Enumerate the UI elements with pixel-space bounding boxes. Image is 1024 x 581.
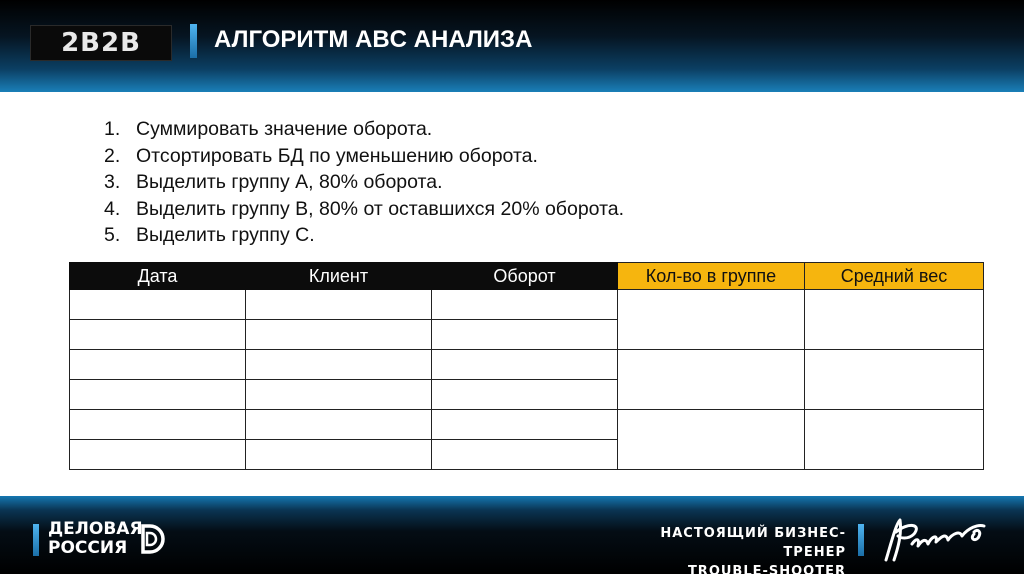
column-header-turnover: Оборот: [432, 263, 618, 290]
list-item: 1. Суммировать значение оборота.: [104, 118, 433, 140]
list-item: 3. Выделить группу А, 80% оборота.: [104, 171, 443, 193]
group-count-cell: [618, 410, 805, 470]
steps-list: [104, 116, 624, 249]
table-cell: [432, 410, 618, 440]
table-header-row: [70, 263, 984, 290]
table-cell: [432, 350, 618, 380]
table-cell: [246, 440, 432, 470]
header-accent-bar: [190, 24, 197, 58]
avg-weight-cell: [805, 350, 984, 410]
brand-d-icon: [140, 523, 166, 555]
table-cell: [70, 290, 246, 320]
column-header-group-count: Кол-во в группе: [618, 263, 805, 290]
tagline: НАСТОЯЩИЙ БИЗНЕС-ТРЕНЕР TROUBLE-SHOOTER: [660, 526, 846, 579]
abc-table: [69, 262, 984, 470]
table-cell: [246, 380, 432, 410]
list-item: 5. Выделить группу С.: [104, 224, 315, 246]
table-cell: [432, 290, 618, 320]
table-row: [70, 350, 984, 380]
table-cell: [70, 380, 246, 410]
column-header-client: Клиент: [246, 263, 432, 290]
brand-delovaya-rossiya: ДЕЛОВАЯ РОССИЯ: [48, 519, 143, 558]
group-count-cell: [618, 290, 805, 350]
footer-accent-bar-right: [858, 524, 864, 556]
table-cell: [70, 440, 246, 470]
avg-weight-cell: [805, 410, 984, 470]
signature-image: [878, 510, 996, 570]
table-cell: [432, 440, 618, 470]
table-cell: [432, 380, 618, 410]
column-header-avg-weight: Средний вес: [805, 263, 984, 290]
group-count-cell: [618, 350, 805, 410]
table-cell: [432, 320, 618, 350]
table-cell: [70, 320, 246, 350]
footer-accent-bar: [33, 524, 39, 556]
list-item: 2. Отсортировать БД по уменьшению оборота.: [104, 144, 538, 167]
table-row: [70, 410, 984, 440]
table-cell: [246, 410, 432, 440]
table-cell: [246, 290, 432, 320]
table-cell: [246, 320, 432, 350]
logo-2b2b: 2B2B: [30, 25, 172, 61]
avg-weight-cell: [805, 290, 984, 350]
table-row: [70, 290, 984, 320]
column-header-date: Дата: [70, 263, 246, 290]
list-item: 4. Выделить группу В, 80% от оставшихся 20% оборота.: [104, 197, 625, 220]
table-cell: [246, 350, 432, 380]
page-title: АЛГОРИТМ ABC АНАЛИЗА: [214, 26, 533, 53]
table-cell: [70, 410, 246, 440]
table-cell: [70, 350, 246, 380]
